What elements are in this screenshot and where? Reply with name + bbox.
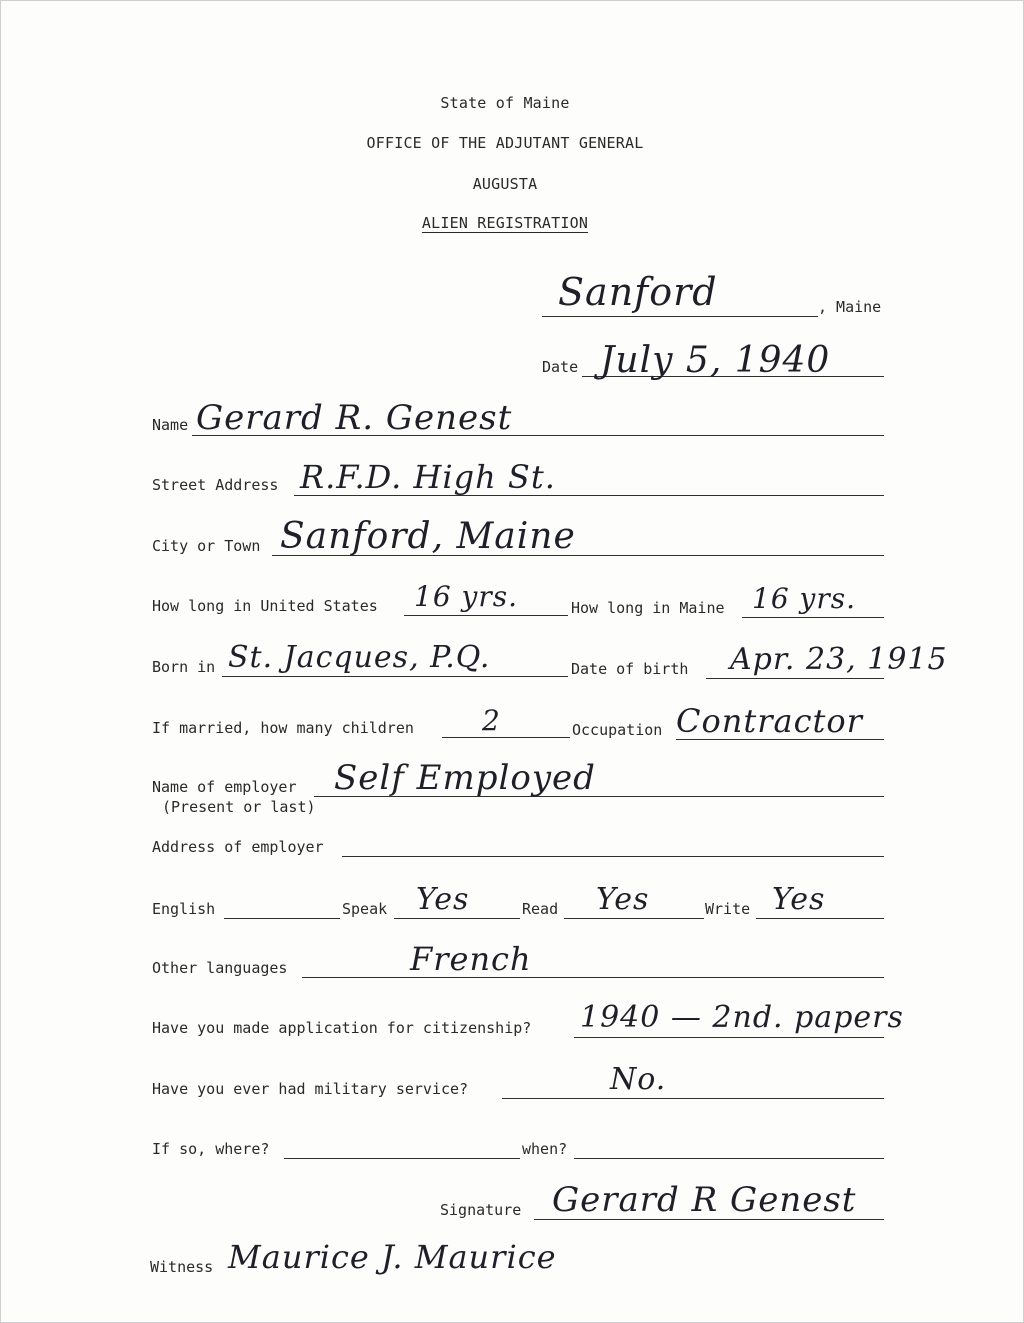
employer-note: (Present or last) (162, 798, 316, 816)
speak-value: Yes (416, 882, 470, 917)
name-label: Name (152, 416, 189, 434)
signature-label: Signature (440, 1201, 522, 1219)
born-in-value: St. Jacques, P.Q. (228, 640, 491, 675)
date-of-birth-value: Apr. 23, 1915 (730, 642, 948, 677)
header-state: State of Maine (440, 94, 570, 112)
children-label: If married, how many children (152, 719, 414, 737)
children-line (442, 737, 570, 738)
street-address-label: Street Address (152, 476, 279, 494)
how-long-maine-label: How long in Maine (571, 599, 725, 617)
where-line (284, 1158, 520, 1159)
english-label: English (152, 900, 216, 918)
how-long-maine-value: 16 yrs. (752, 582, 857, 615)
read-line (564, 918, 704, 919)
occupation-value: Contractor (676, 702, 863, 740)
other-languages-label: Other languages (152, 959, 288, 977)
witness-value: Maurice J. Maurice (228, 1238, 557, 1276)
how-long-us-label: How long in United States (152, 597, 378, 615)
english-line (224, 918, 340, 919)
name-value: Gerard R. Genest (196, 398, 513, 438)
date-of-birth-label: Date of birth (571, 660, 689, 678)
employer-label: Name of employer (152, 778, 297, 796)
date-of-birth-line (706, 678, 884, 679)
city-value: Sanford, Maine (280, 516, 576, 557)
witness-label: Witness (150, 1258, 214, 1276)
speak-line (394, 918, 520, 919)
signature-value: Gerard R Genest (552, 1180, 857, 1220)
other-languages-value: French (410, 940, 532, 978)
how-long-us-value: 16 yrs. (414, 580, 519, 613)
born-in-label: Born in (152, 658, 216, 676)
military-value: No. (610, 1062, 667, 1097)
how-long-maine-line (742, 617, 884, 618)
occupation-label: Occupation (572, 721, 663, 739)
write-value: Yes (772, 882, 826, 917)
citizenship-label: Have you made application for citizenship? (152, 1019, 532, 1037)
if-so-where-label: If so, where? (152, 1140, 270, 1158)
citizenship-value: 1940 — 2nd. papers (580, 1000, 904, 1035)
children-value: 2 (482, 704, 501, 737)
read-value: Yes (596, 882, 650, 917)
read-label: Read (522, 900, 559, 918)
town-value: Sanford (558, 270, 718, 314)
military-line (502, 1098, 884, 1099)
citizenship-line (574, 1037, 884, 1038)
employer-address-line (342, 856, 884, 857)
write-line (756, 918, 884, 919)
employer-value: Self Employed (334, 758, 596, 798)
street-address-value: R.F.D. High St. (300, 458, 556, 496)
maine-label: , Maine (818, 298, 882, 316)
employer-address-label: Address of employer (152, 838, 324, 856)
write-label: Write (705, 900, 751, 918)
other-languages-line (302, 977, 884, 978)
header-city: AUGUSTA (472, 175, 538, 193)
how-long-us-line (404, 615, 568, 616)
born-in-line (222, 676, 568, 677)
city-label: City or Town (152, 537, 261, 555)
when-label: when? (522, 1140, 568, 1158)
military-label: Have you ever had military service? (152, 1080, 469, 1098)
when-line (574, 1158, 884, 1159)
speak-label: Speak (342, 900, 388, 918)
date-value: July 5, 1940 (600, 340, 831, 381)
header-office: OFFICE OF THE ADJUTANT GENERAL (366, 134, 644, 152)
date-label: Date (542, 358, 579, 376)
town-line (542, 316, 818, 317)
form-title: ALIEN REGISTRATION (421, 214, 589, 232)
